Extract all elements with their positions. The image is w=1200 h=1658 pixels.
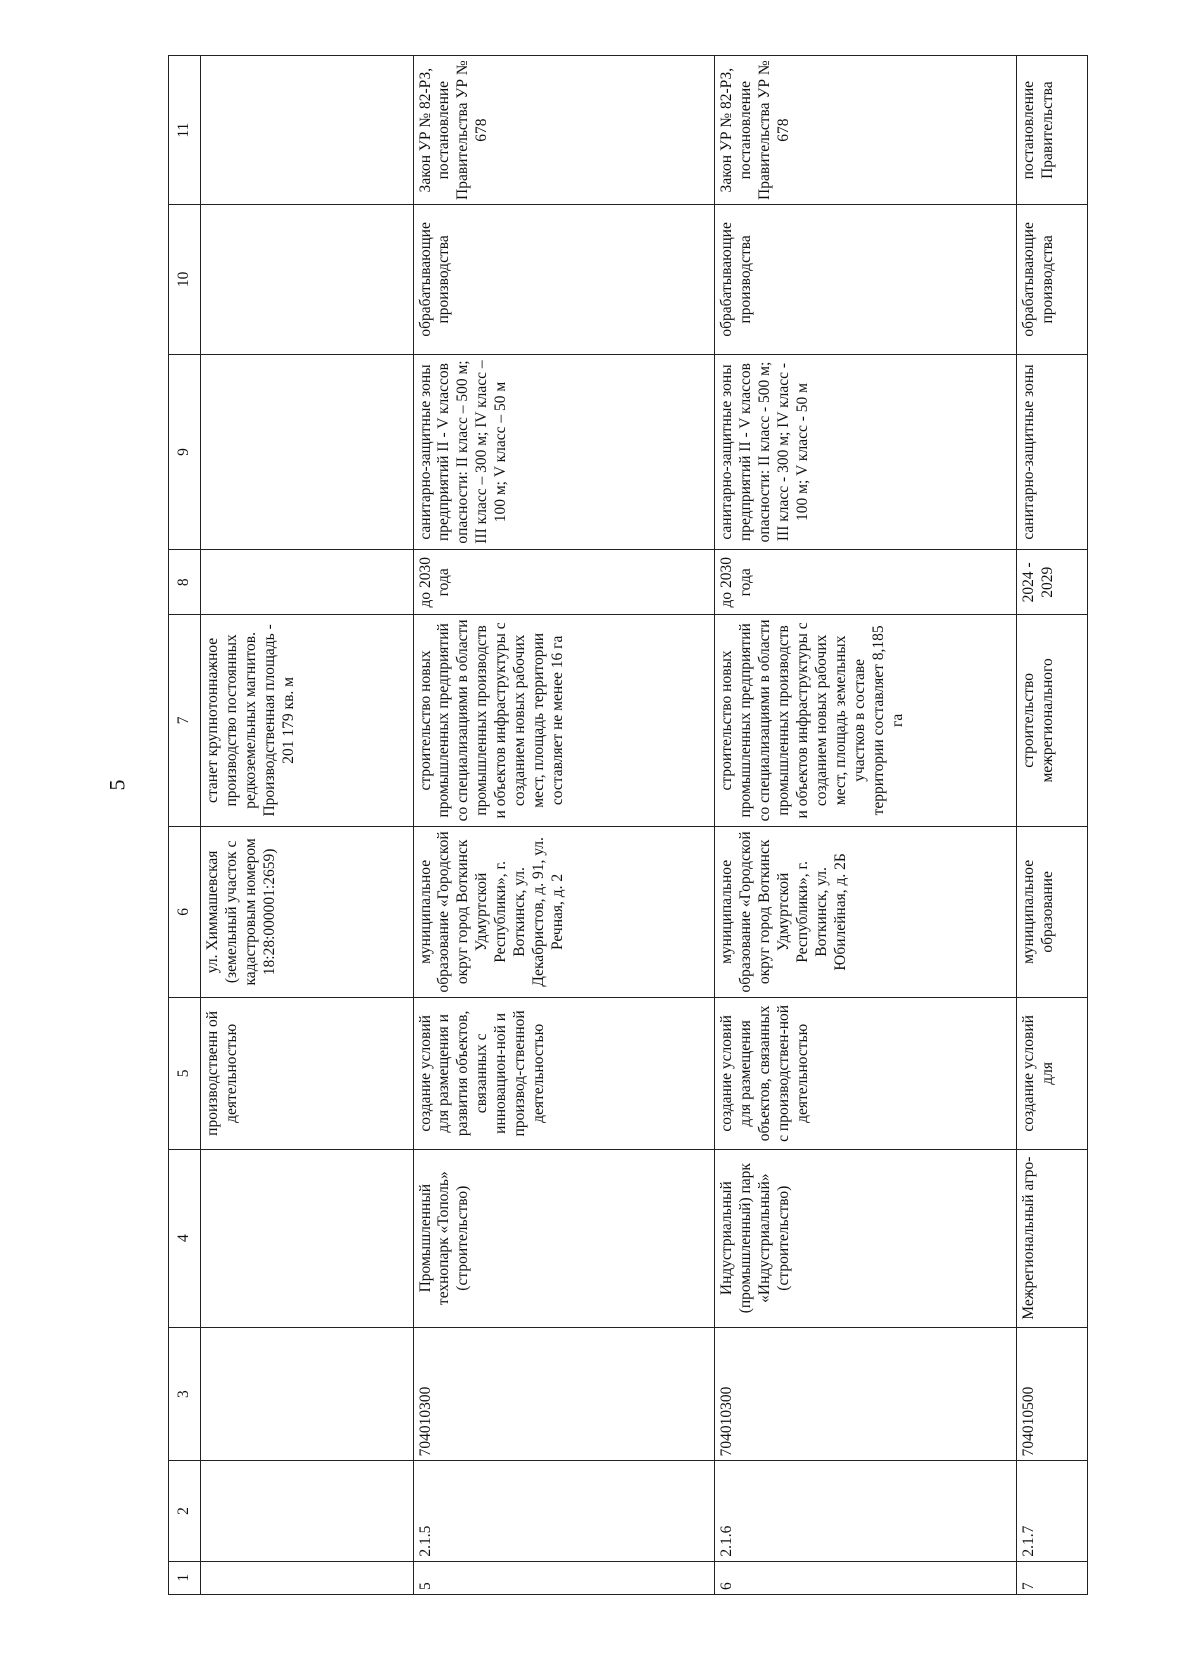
legal-basis xyxy=(201,56,413,205)
header-cell: 9 xyxy=(169,354,201,550)
header-cell: 7 xyxy=(169,615,201,827)
header-cell: 1 xyxy=(169,1561,201,1594)
header-cell: 3 xyxy=(169,1327,201,1461)
project-location: муниципальное образование xyxy=(1017,826,1088,997)
oktmo-code: 704010300 xyxy=(413,1327,715,1461)
project-location: муниципальное образование «Городской округ город Воткинск Удмуртской Республики», г. Воткинск, ул. Декабристов, д. 91, ул. Речная, д. 2 xyxy=(413,826,715,997)
project-code: 2.1.7 xyxy=(1017,1461,1088,1561)
legal-basis: Закон УР № 82-РЗ, постановление Правительства УР № 678 xyxy=(413,56,715,205)
header-cell: 6 xyxy=(169,826,201,997)
project-name: Индустриальный (промышленный) парк «Индустриальный» (строительство) xyxy=(715,1149,1017,1327)
row-number: 6 xyxy=(715,1561,1017,1594)
restriction-zones: санитарно-защитные зоны предприятий II - V классов опасности: II класс - 500 м; III класс - 300 м; IV класс - 100 м; V класс - 50 м xyxy=(715,354,1017,550)
project-code: 2.1.6 xyxy=(715,1461,1017,1561)
header-cell: 2 xyxy=(169,1461,201,1561)
row-number xyxy=(201,1561,413,1594)
row-number: 5 xyxy=(413,1561,715,1594)
project-code xyxy=(201,1461,413,1561)
project-term xyxy=(201,550,413,615)
table-row-continuation xyxy=(201,56,413,1595)
legal-basis: Закон УР № 82-РЗ, постановление Правительства УР № 678 xyxy=(715,56,1017,205)
restriction-zones: санитарно-защитные зоны предприятий II - V классов опасности: II класс – 500 м; III класс – 300 м; IV класс – 100 м; V класс – 50 м xyxy=(413,354,715,550)
header-cell: 8 xyxy=(169,550,201,615)
project-name xyxy=(201,1149,413,1327)
project-name: Промышленный технопарк «Тополь» (строительство) xyxy=(413,1149,715,1327)
table-row-6 xyxy=(715,56,1017,1595)
project-characteristics: строительство новых промышленных предприятий со специализациями в области промышленных производств и объектов инфраструктуры с созданием новых рабочих мест, площадь земельных участков в составе территории составляет 8,185 га xyxy=(715,615,1017,827)
document-table-sheet xyxy=(168,55,1088,1595)
table-row-5 xyxy=(413,56,715,1595)
project-term: до 2030 года xyxy=(413,550,715,615)
activity-type: обрабатывающие производства xyxy=(1017,205,1088,354)
project-purpose: создание условий для размещения объектов, связанных с производствен-ной деятельностью xyxy=(715,998,1017,1149)
restriction-zones: санитарно-защитные зоны xyxy=(1017,354,1088,550)
project-name: Межрегиональный агро- xyxy=(1017,1149,1088,1327)
table-row-7 xyxy=(1017,56,1088,1595)
row-number: 7 xyxy=(1017,1561,1088,1594)
oktmo-code: 704010500 xyxy=(1017,1327,1088,1461)
activity-type xyxy=(201,205,413,354)
oktmo-code xyxy=(201,1327,413,1461)
restriction-zones xyxy=(201,354,413,550)
project-location: муниципальное образование «Городской округ город Воткинск Удмуртской Республики», г. Воткинск, ул. Юбилейная, д. 2Б xyxy=(715,826,1017,997)
project-characteristics: станет крупнотоннажное производство постоянных редкоземельных магнитов. Производственная площадь - 201 179 кв. м xyxy=(201,615,413,827)
oktmo-code: 704010300 xyxy=(715,1327,1017,1461)
header-cell: 5 xyxy=(169,998,201,1149)
project-term: до 2030 года xyxy=(715,550,1017,615)
investment-projects-table xyxy=(168,55,1088,1595)
project-code: 2.1.5 xyxy=(413,1461,715,1561)
project-characteristics: строительство межрегионального xyxy=(1017,615,1088,827)
project-characteristics: строительство новых промышленных предприятий со специализациями в области промышленных производств и объектов инфраструктуры с созданием новых рабочих мест, площадь территории составляет не менее 16 га xyxy=(413,615,715,827)
page-number: 5 xyxy=(104,779,130,791)
header-cell: 10 xyxy=(169,205,201,354)
activity-type: обрабатывающие производства xyxy=(715,205,1017,354)
activity-type: обрабатывающие производства xyxy=(413,205,715,354)
header-cell: 4 xyxy=(169,1149,201,1327)
project-term: 2024 - 2029 xyxy=(1017,550,1088,615)
legal-basis: постановление Правительства xyxy=(1017,56,1088,205)
header-cell: 11 xyxy=(169,56,201,205)
project-location: ул. Химмашевская (земельный участок с кадастровым номером 18:28:000001:2659) xyxy=(201,826,413,997)
project-purpose: создание условий для размещения и развития объектов, связанных с инновацион-ной и производ-ственной деятельностью xyxy=(413,998,715,1149)
header-row xyxy=(169,56,201,1595)
project-purpose: производственн ой деятельностью xyxy=(201,998,413,1149)
project-purpose: создание условий для xyxy=(1017,998,1088,1149)
